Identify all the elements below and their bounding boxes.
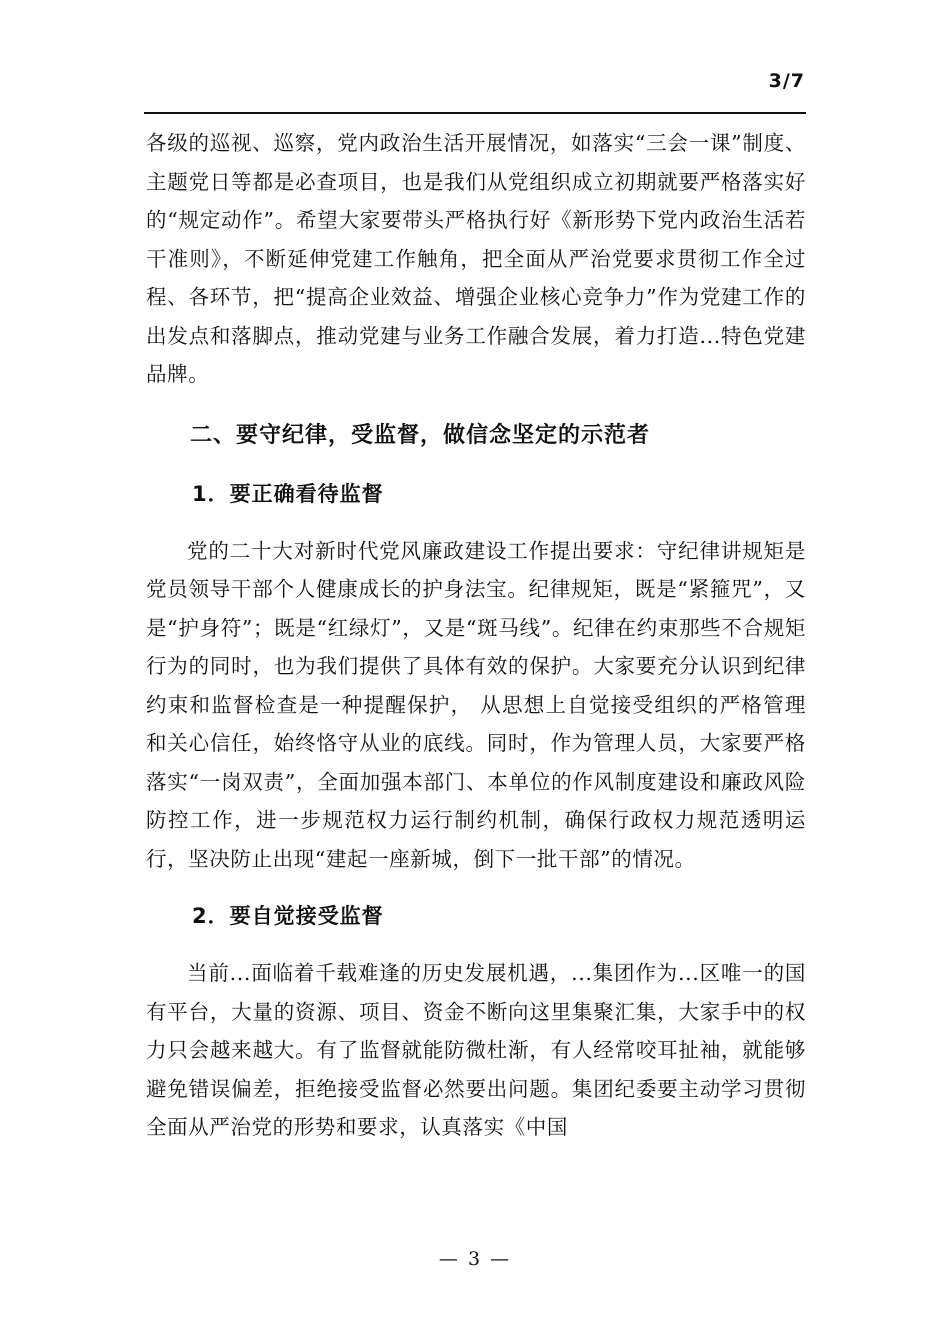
document-body (146, 124, 806, 1147)
subsection-paragraph-2: 当前...面临着千载难逢的历史发展机遇，...集团作为...区唯一的国有平台，大量的资源、项目、资金不断向这里集聚汇集，大家手中的权力只会越来越大。有了监督就能防微杜渐，有人经常咬耳扯袖，就能够避免错误偏差，拒绝接受监督必然要出问题。集团纪委要主动学习贯彻全面从严治党的形势和要求，认真落实《中国 (146, 961, 806, 1139)
subsection-heading-1: 1．要正确看待监督 (192, 481, 384, 506)
continued-paragraph: 各级的巡视、巡察，党内政治生活开展情况，如落实“三会一课”制度、主题党日等都是必查项目，也是我们从党组织成立初期就要严格落实好的“规定动作”。希望大家要带头严格执行好《新形势下党内政治生活若干准则》，不断延伸党建工作触角，把全面从严治党要求贯彻工作全过程、各环节，把“提高企业效益、增强企业核心竞争力”作为党建工作的出发点和落脚点，推动党建与业务工作融合发展，着力打造...特色党建品牌。 (146, 131, 806, 386)
subsection-paragraph-1: 党的二十大对新时代党风廉政建设工作提出要求：守纪律讲规矩是党员领导干部个人健康成长的护身法宝。纪律规矩，既是“紧箍咒”，又是“护身符”；既是“红绿灯”，又是“斑马线”。纪律在约束那些不合规矩行为的同时，也为我们提供了具体有效的保护。大家要充分认识到纪律约束和监督检查是一种提醒保护， 从思想上自觉接受组织的严格管理和关心信任，始终恪守从业的底线。同时，作为管理人员，大家要严格落实“一岗双责”，全面加强本部门、本单位的作风制度建设和廉政风险防控工作，进一步规范权力运行制约机制，确保行政权力规范透明运行，坚决防止出现“建起一座新城，倒下一批干部”的情况。 (146, 538, 806, 871)
page-indicator: 3/7 (768, 70, 805, 92)
subsection-heading-2: 2．要自觉接受监督 (192, 904, 384, 928)
page-number: — 3 — (438, 1248, 512, 1270)
section-heading: 二、要守纪律，受监督，做信念坚定的示范者 (190, 422, 651, 448)
header-rule (144, 112, 806, 114)
